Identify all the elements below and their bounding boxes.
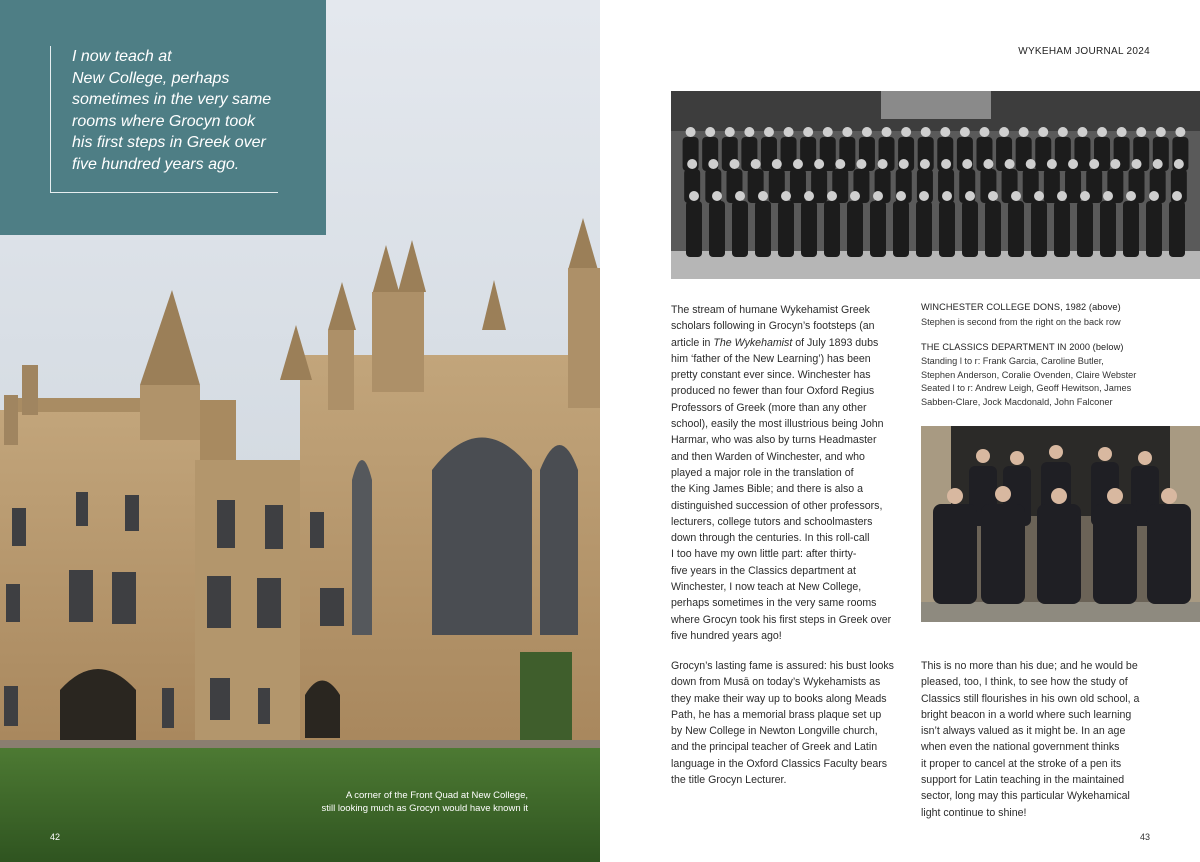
caption-line: Seated l to r: Andrew Leigh, Geoff Hewitson, James xyxy=(921,383,1132,394)
group-photo-face xyxy=(1034,191,1044,201)
text-fragment: article in xyxy=(671,336,714,349)
group-photo-face xyxy=(920,159,930,169)
text-line: Professors of Greek (more than any other xyxy=(671,401,867,414)
group-photo-figure xyxy=(985,201,1001,257)
group-photo-face xyxy=(1103,191,1113,201)
text-line: perhaps sometimes in the very same rooms xyxy=(671,597,877,610)
text-line: down through the centuries. In this roll-call xyxy=(671,532,870,545)
group-photo-figure xyxy=(686,201,702,257)
dons-caption-heading: WINCHESTER COLLEGE DONS, 1982 (above) xyxy=(921,302,1121,312)
group-photo-face xyxy=(1156,127,1166,137)
group-photo-face xyxy=(804,191,814,201)
group-photo-face xyxy=(1097,127,1107,137)
group-photo-face xyxy=(1174,159,1184,169)
group-photo-face xyxy=(793,159,803,169)
text-line: distinguished succession of other professors, xyxy=(671,499,883,512)
text-line: by New College in Newton Longville church, xyxy=(671,725,878,738)
group-photo-face xyxy=(827,191,837,201)
group-photo-face xyxy=(878,159,888,169)
text-line: it proper to cancel at the stroke of a pen its xyxy=(921,757,1122,770)
text-line: him ‘father of the New Learning’) has been xyxy=(671,352,871,365)
group-photo-face xyxy=(1153,159,1163,169)
text-line: they make their way up to books along Meads xyxy=(671,692,887,705)
group-photo-face xyxy=(899,159,909,169)
group-photo-face xyxy=(1047,159,1057,169)
dept-caption-heading: THE CLASSICS DEPARTMENT IN 2000 (below) xyxy=(921,342,1124,352)
right-page xyxy=(600,0,1200,862)
pull-quote-rule-horizontal xyxy=(50,192,278,193)
group-photo-face xyxy=(814,159,824,169)
group-photo-face xyxy=(941,159,951,169)
group-photo-figure xyxy=(1054,201,1070,257)
text-line: produced no fewer than four Oxford Regius xyxy=(671,385,875,398)
group-photo-face xyxy=(1077,127,1087,137)
publication-title: The Wykehamist xyxy=(713,336,793,349)
text-line: pleased, too, I think, to see how the study of xyxy=(921,676,1128,689)
group-photo-face xyxy=(744,127,754,137)
group-photo-figure xyxy=(709,201,725,257)
text-line: and the principal teacher of Greek and Latin xyxy=(671,741,878,754)
group-photo-face xyxy=(1136,127,1146,137)
group-photo-face xyxy=(1058,127,1068,137)
group-photo-face xyxy=(1089,159,1099,169)
dons-1982-photo xyxy=(671,91,1200,279)
group-photo-face xyxy=(781,191,791,201)
text-line: school), easily the most illustrious being John xyxy=(671,418,884,431)
text-line: language in the Oxford Classics Faculty bears xyxy=(671,757,888,770)
running-header: WYKEHAM JOURNAL 2024 xyxy=(1018,46,1150,57)
group-photo-face xyxy=(708,159,718,169)
group-photo-face xyxy=(1026,159,1036,169)
group-photo-figure xyxy=(1123,201,1139,257)
pull-quote-line: rooms where Grocyn took xyxy=(72,112,256,130)
pull-quote-box xyxy=(0,0,326,235)
group-photo-figure xyxy=(939,201,955,257)
caption-line: still looking much as Grocyn would have known it xyxy=(321,803,528,814)
text-line: played a major role in the translation of xyxy=(671,466,854,479)
group-photo-face xyxy=(999,127,1009,137)
text-line: where Grocyn took his first steps in Greek over xyxy=(671,613,892,626)
group-photo-figure xyxy=(824,201,840,257)
group-photo-face xyxy=(919,191,929,201)
text-line: five years in the Classics department at xyxy=(671,564,856,577)
article-paragraph-2 xyxy=(671,658,903,788)
group-photo-face xyxy=(856,159,866,169)
group-photo-face xyxy=(1172,191,1182,201)
text-line: light continue to shine! xyxy=(921,806,1027,819)
group-photo-face xyxy=(758,191,768,201)
text-line: Grocyn’s lasting fame is assured: his bust looks xyxy=(671,660,894,672)
group-photo-face xyxy=(772,159,782,169)
group-photo-figure xyxy=(870,201,886,257)
dept-caption-names xyxy=(921,355,1171,409)
text-line: five hundred years ago! xyxy=(671,629,782,642)
text-line: scholars following in Grocyn’s footsteps (an xyxy=(671,320,875,333)
group-photo-face xyxy=(764,127,774,137)
group-photo-face xyxy=(988,191,998,201)
group-photo-face xyxy=(705,127,715,137)
group-photo-face xyxy=(1126,191,1136,201)
text-line: Winchester, I now teach at New College, xyxy=(671,581,862,594)
text-line: I too have my own little part: after thirty- xyxy=(671,548,857,561)
caption-line: Stephen Anderson, Coralie Ovenden, Claire Webster xyxy=(921,369,1137,380)
group-photo-face xyxy=(1038,127,1048,137)
text-line: the King James Bible; and there is also a xyxy=(671,483,863,496)
group-photo-face xyxy=(940,127,950,137)
group-photo-face xyxy=(983,159,993,169)
pull-quote-text xyxy=(72,46,312,176)
text-line: The stream of humane Wykehamist Greek xyxy=(671,304,870,316)
text-line: bright beacon in a world where such learning xyxy=(921,708,1132,721)
page-number-right: 43 xyxy=(1139,832,1150,842)
group-photo-face xyxy=(1080,191,1090,201)
group-photo-figure xyxy=(1100,201,1116,257)
group-photo-face xyxy=(873,191,883,201)
article-paragraph-1 xyxy=(671,302,903,644)
group-photo-face xyxy=(921,127,931,137)
group-photo-figure xyxy=(732,201,748,257)
text-line: sector, long may this particular Wykehamical xyxy=(921,790,1130,803)
group-photo-face xyxy=(735,191,745,201)
group-photo-face xyxy=(842,127,852,137)
group-photo-face xyxy=(1019,127,1029,137)
group-photo-figure xyxy=(790,169,806,203)
group-photo-face xyxy=(962,159,972,169)
group-photo-face xyxy=(862,127,872,137)
pull-quote-line: New College, perhaps xyxy=(72,69,230,87)
group-photo-face xyxy=(1068,159,1078,169)
caption-line: Sabben-Clare, Jock Macdonald, John Falconer xyxy=(921,396,1113,407)
group-photo-face xyxy=(960,127,970,137)
dons-caption-note: Stephen is second from the right on the back row xyxy=(921,317,1121,327)
text-line: Harmar, who was also by turns Headmaster xyxy=(671,434,877,447)
text-line: support for Latin teaching in the maintained xyxy=(921,774,1125,787)
text-line: isn’t always valued as it might be. In an age xyxy=(921,725,1126,738)
group-photo-face xyxy=(1117,127,1127,137)
group-photo-face xyxy=(850,191,860,201)
group-photo-face xyxy=(882,127,892,137)
group-photo-face xyxy=(979,127,989,137)
pull-quote-line: his first steps in Greek over xyxy=(72,134,266,152)
text-line: Classics still flourishes in his own old school, a xyxy=(921,692,1140,705)
pull-quote-line: sometimes in the very same xyxy=(72,91,272,109)
group-photo-face xyxy=(689,191,699,201)
group-photo-face xyxy=(784,127,794,137)
group-photo-figure xyxy=(916,201,932,257)
caption-line: A corner of the Front Quad at New College, xyxy=(345,790,528,801)
group-photo-figure xyxy=(778,201,794,257)
group-photo-face xyxy=(751,159,761,169)
group-photo-face xyxy=(1132,159,1142,169)
pull-quote-rule-vertical xyxy=(50,46,51,192)
group-photo-face xyxy=(942,191,952,201)
group-photo-face xyxy=(686,127,696,137)
text-line: the title Grocyn Lecturer. xyxy=(671,774,787,787)
classics-department-2000-photo xyxy=(921,426,1200,622)
text-line: lecturers, college tutors and schoolmasters xyxy=(671,515,873,528)
article-paragraph-3 xyxy=(921,658,1153,821)
group-photo-figure xyxy=(1008,201,1024,257)
group-photo-figure xyxy=(755,201,771,257)
pull-quote-line: five hundred years ago. xyxy=(72,155,240,173)
group-photo-face xyxy=(729,159,739,169)
quad-photo-caption xyxy=(268,789,528,815)
group-photo-face xyxy=(712,191,722,201)
group-photo-figure xyxy=(962,201,978,257)
text-line: pretty constant ever since. Winchester has xyxy=(671,369,871,382)
text-line: This is no more than his due; and he would be xyxy=(921,660,1138,672)
group-photo-face xyxy=(1175,127,1185,137)
group-photo-face xyxy=(1011,191,1021,201)
text-line: when even the national government thinks xyxy=(921,741,1120,754)
group-photo-face xyxy=(835,159,845,169)
group-photo-face xyxy=(725,127,735,137)
text-fragment: of July 1893 dubs xyxy=(792,336,879,349)
page-number-left: 42 xyxy=(50,832,61,842)
group-photo-figure xyxy=(1077,201,1093,257)
text-line: down from Musā on today’s Wykehamists as xyxy=(671,676,881,689)
text-line: Path, he has a memorial brass plaque set up xyxy=(671,708,882,721)
group-photo-face xyxy=(687,159,697,169)
group-photo-face xyxy=(965,191,975,201)
group-photo-face xyxy=(1005,159,1015,169)
text-line: and then Warden of Winchester, and who xyxy=(671,450,865,463)
group-photo-figure xyxy=(1169,201,1185,257)
group-photo-figure xyxy=(893,201,909,257)
group-photo-face xyxy=(901,127,911,137)
group-photo-face xyxy=(1057,191,1067,201)
group-photo-face xyxy=(1149,191,1159,201)
pull-quote-line: I now teach at xyxy=(72,48,172,65)
group-photo-face xyxy=(896,191,906,201)
text-line xyxy=(671,335,903,351)
group-photo-figure xyxy=(847,201,863,257)
group-photo-figure xyxy=(801,201,817,257)
group-photo-face xyxy=(1110,159,1120,169)
caption-line: Standing l to r: Frank Garcia, Caroline Butler, xyxy=(921,356,1104,366)
group-photo-figure xyxy=(1146,201,1162,257)
group-photo-face xyxy=(803,127,813,137)
group-photo-figure xyxy=(1065,169,1081,203)
group-photo-figure xyxy=(1031,201,1047,257)
group-photo-face xyxy=(823,127,833,137)
